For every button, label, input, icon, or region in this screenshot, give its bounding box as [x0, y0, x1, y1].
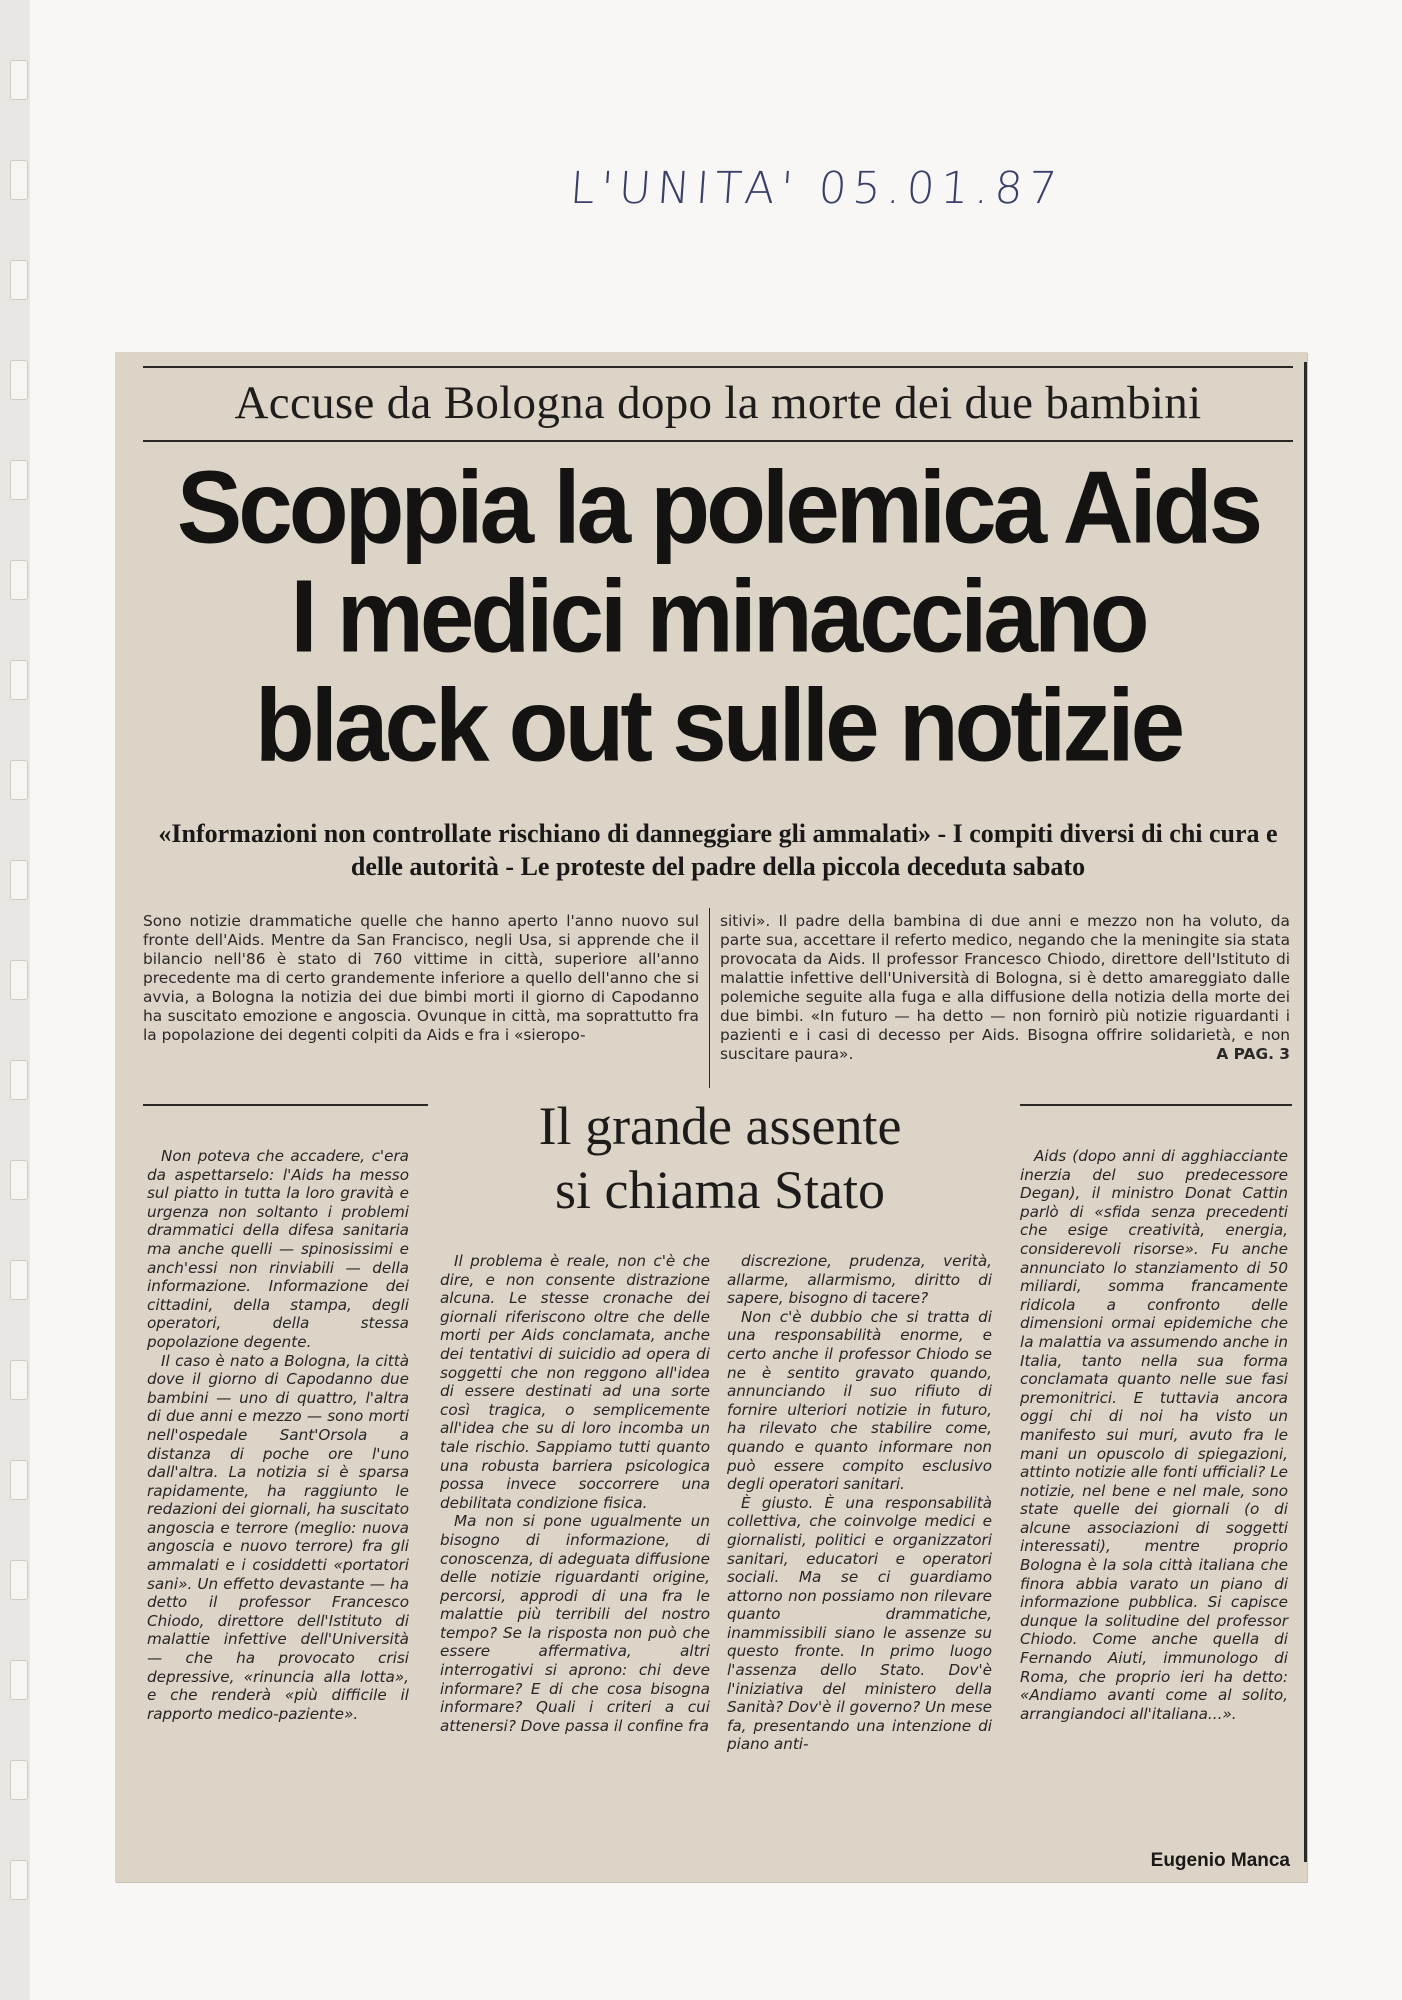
binder-hole [10, 960, 28, 1000]
paragraph: discrezione, prudenza, verità, allarme, allarmismo, diritto di sapere, bisogno di tacere? [727, 1252, 992, 1308]
binder-hole [10, 1760, 28, 1800]
commentary-title [435, 1094, 1005, 1222]
binder-hole [10, 1660, 28, 1700]
binder-hole [10, 60, 28, 100]
commentary-column-4 [1020, 1147, 1288, 1723]
binder-hole [10, 1260, 28, 1300]
binder-hole [10, 1460, 28, 1500]
handwritten-source-date: L'UNITA' 05.01.87 [568, 163, 1065, 214]
headline-line: black out sulle notizie [254, 667, 1182, 783]
section-rule-left [143, 1104, 428, 1106]
binder-hole [10, 1060, 28, 1100]
binder-hole [10, 1160, 28, 1200]
top-rule [143, 366, 1293, 368]
article-kicker: Accuse da Bologna dopo la morte dei due bambini [234, 377, 1202, 429]
binder-hole [10, 360, 28, 400]
article-subhead: «Informazioni non controllate rischiano di danneggiare gli ammalati» - I compiti diversi di chi cura e delle autorità - Le proteste del padre della piccola deceduta sabato [158, 819, 1278, 881]
binder-strip [0, 0, 31, 2000]
headline-line: Scoppia la polemica Aids [176, 448, 1260, 565]
clipping-edge [1290, 362, 1307, 1862]
column-divider [709, 908, 710, 1088]
binder-hole [10, 660, 28, 700]
paragraph: Il caso è nato a Bologna, la città dove il giorno di Capodanno due bambini — uno di quattro, l'altra di due anni e mezzo — sono morti nell'ospedale Sant'Orsola a distanza di poche ore l'uno dall'altra. La notizia si è sparsa rapidamente, ha raggiunto le redazioni dei giornali, ha suscitato angoscia e terrore (meglio: nuova angoscia e nuovo terrore) fra gli ammalati e i cosiddetti «portatori sani». Un effetto devastante — ha detto il professor Francesco Chiodo, direttore dell'Istituto di malattie infettive dell'Università — che ha provocato crisi depressive, «rinuncia alla lotta», e che renderà «più difficile il rapporto medico-paziente». [147, 1351, 409, 1723]
paragraph: Non poteva che accadere, c'era da aspettarselo: l'Aids ha messo sul piatto in tutta la loro gravità e urgenza non soltanto i problemi drammatici della difesa sanitaria ma anche quelli — spinosissimi e anch'essi non rinviabili — della informazione. Informazione dei cittadini, della stampa, degli operatori, della stessa popolazione degente. [147, 1147, 409, 1351]
binder-hole [10, 1560, 28, 1600]
binder-hole [10, 260, 28, 300]
binder-hole [10, 1360, 28, 1400]
kicker-rule [143, 440, 1293, 442]
lead-paragraph-right [720, 912, 1290, 1064]
article-headline [143, 448, 1293, 783]
commentary-column-3 [727, 1252, 992, 1754]
commentary-title-line: si chiama Stato [555, 1160, 885, 1220]
paragraph: Ma non si pone ugualmente un bisogno di informazione, di conoscenza, di adeguata diffusione delle notizie riguardanti origine, percorsi, approdi di una fra le malattie più terribili del nostro tempo? Se la risposta non può che essere affermativa, altri interrogativi si aprono: chi deve informare? E di che cosa bisogna informare? Quali i criteri a cui attenersi? Dove passa il confine fra [440, 1512, 710, 1735]
newspaper-clipping [115, 352, 1307, 1882]
binder-hole [10, 160, 28, 200]
binder-hole [10, 760, 28, 800]
commentary-title-line: Il grande assente [538, 1096, 902, 1156]
paragraph: Aids (dopo anni di agghiacciante inerzia del suo predecessore Degan), il ministro Donat Cattin parlò di «sfida senza precedenti che esige creatività, energia, considerevoli risorse». Fu anche annunciato lo stanziamento di 50 miliardi, somma francamente ridicola a confronto delle dimensioni ormai epidemiche che la malattia va assumendo anche in Italia, tanto nella sua forma conclamata quanto nelle sue fasi premonitrici. E tuttavia ancora oggi chi di noi ha visto un manifesto sui muri, avuto fra le mani un opuscolo di spiegazioni, attinto notizie alle fonti ufficiali? Le notizie, nel bene e nel male, sono state quelle dei giornali (o di alcune associazioni di soggetti interessati), mentre proprio Bologna è la sola città italiana che finora abbia varato un piano di informazione pubblica. Si capisce dunque la solitudine del professor Chiodo. Come anche quella di Fernando Aiuti, immunologo di Roma, che proprio ieri ha detto: «Andiamo avanti come al solito, arrangiandoci all'italiana...». [1020, 1147, 1288, 1723]
binder-hole [10, 560, 28, 600]
binder-hole [10, 460, 28, 500]
paragraph: Il problema è reale, non c'è che dire, e non consente distrazione alcuna. Le stesse cronache dei giornali riferiscono oltre che delle morti per Aids conclamata, anche dei tentativi di suicidio ad opera di soggetti che non reggono all'idea di essere destinati ad una sorte così tragica, o semplicemente all'idea che su di loro incomba un tale rischio. Sappiamo tutti quanto una robusta barriera psicologica possa invece soccorrere una debilitata condizione fisica. [440, 1252, 710, 1512]
page-reference: A PAG. 3 [1216, 1045, 1290, 1063]
section-rule-right [1020, 1104, 1292, 1106]
binder-hole [10, 860, 28, 900]
lead-right-text: sitivi». Il padre della bambina di due anni e mezzo non ha voluto, da parte sua, accettare il referto medico, negando che la meningite sia stata provocata da Aids. Il professor Francesco Chiodo, direttore dell'Istituto di malattie infettive dell'Università di Bologna, si è detto amareggiato dalle polemiche seguite alla fuga e alla diffusione della notizia della morte dei due bimbi. «In futuro — ha detto — non fornirò più notizie riguardanti i pazienti e i casi di decesso per Aids. Bisogna offrire solidarietà, e non suscitare paura». [720, 912, 1290, 1063]
commentary-column-1 [147, 1147, 409, 1723]
paragraph: Non c'è dubbio che si tratta di una responsabilità enorme, e certo anche il professor Chiodo se ne è sentito gravato quando, annunciando il suo rifiuto di fornire ulteriori notizie in futuro, ha rilevato che stabilire come, quando e quanto informare non può essere compito esclusivo degli operatori sanitari. [727, 1307, 992, 1494]
commentary-column-2 [440, 1252, 710, 1735]
paragraph: È giusto. È una responsabilità collettiva, che coinvolge medici e giornalisti, politici e organizzatori sanitari, educatori e operatori sociali. Ma se ci guardiamo attorno non possiamo non rilevare quanto drammatiche, inammissibili siano le assenze su questo fronte. In primo luogo l'assenza dello Stato. Dov'è l'iniziativa del ministero della Sanità? Dov'è il governo? Un mese fa, presentando una intenzione di piano anti- [727, 1493, 992, 1754]
binder-hole [10, 1860, 28, 1900]
lead-paragraph-left: Sono notizie drammatiche quelle che hanno aperto l'anno nuovo sul fronte dell'Aids. Mentre da San Francisco, negli Usa, si apprende che il bilancio nell'86 è stato di 760 vittime in città, superiore all'anno precedente ma di certo grandemente inferiore a quello dell'anno che si avvia, a Bologna la notizia dei due bimbi morti il giorno di Capodanno ha suscitato emozione e angoscia. Ovunque in città, ma soprattutto fra la popolazione dei degenti colpiti da Aids e fra i «sieropo- [143, 912, 699, 1044]
author-signature: Eugenio Manca [1150, 1850, 1290, 1871]
headline-line: I medici minacciano [290, 558, 1146, 674]
